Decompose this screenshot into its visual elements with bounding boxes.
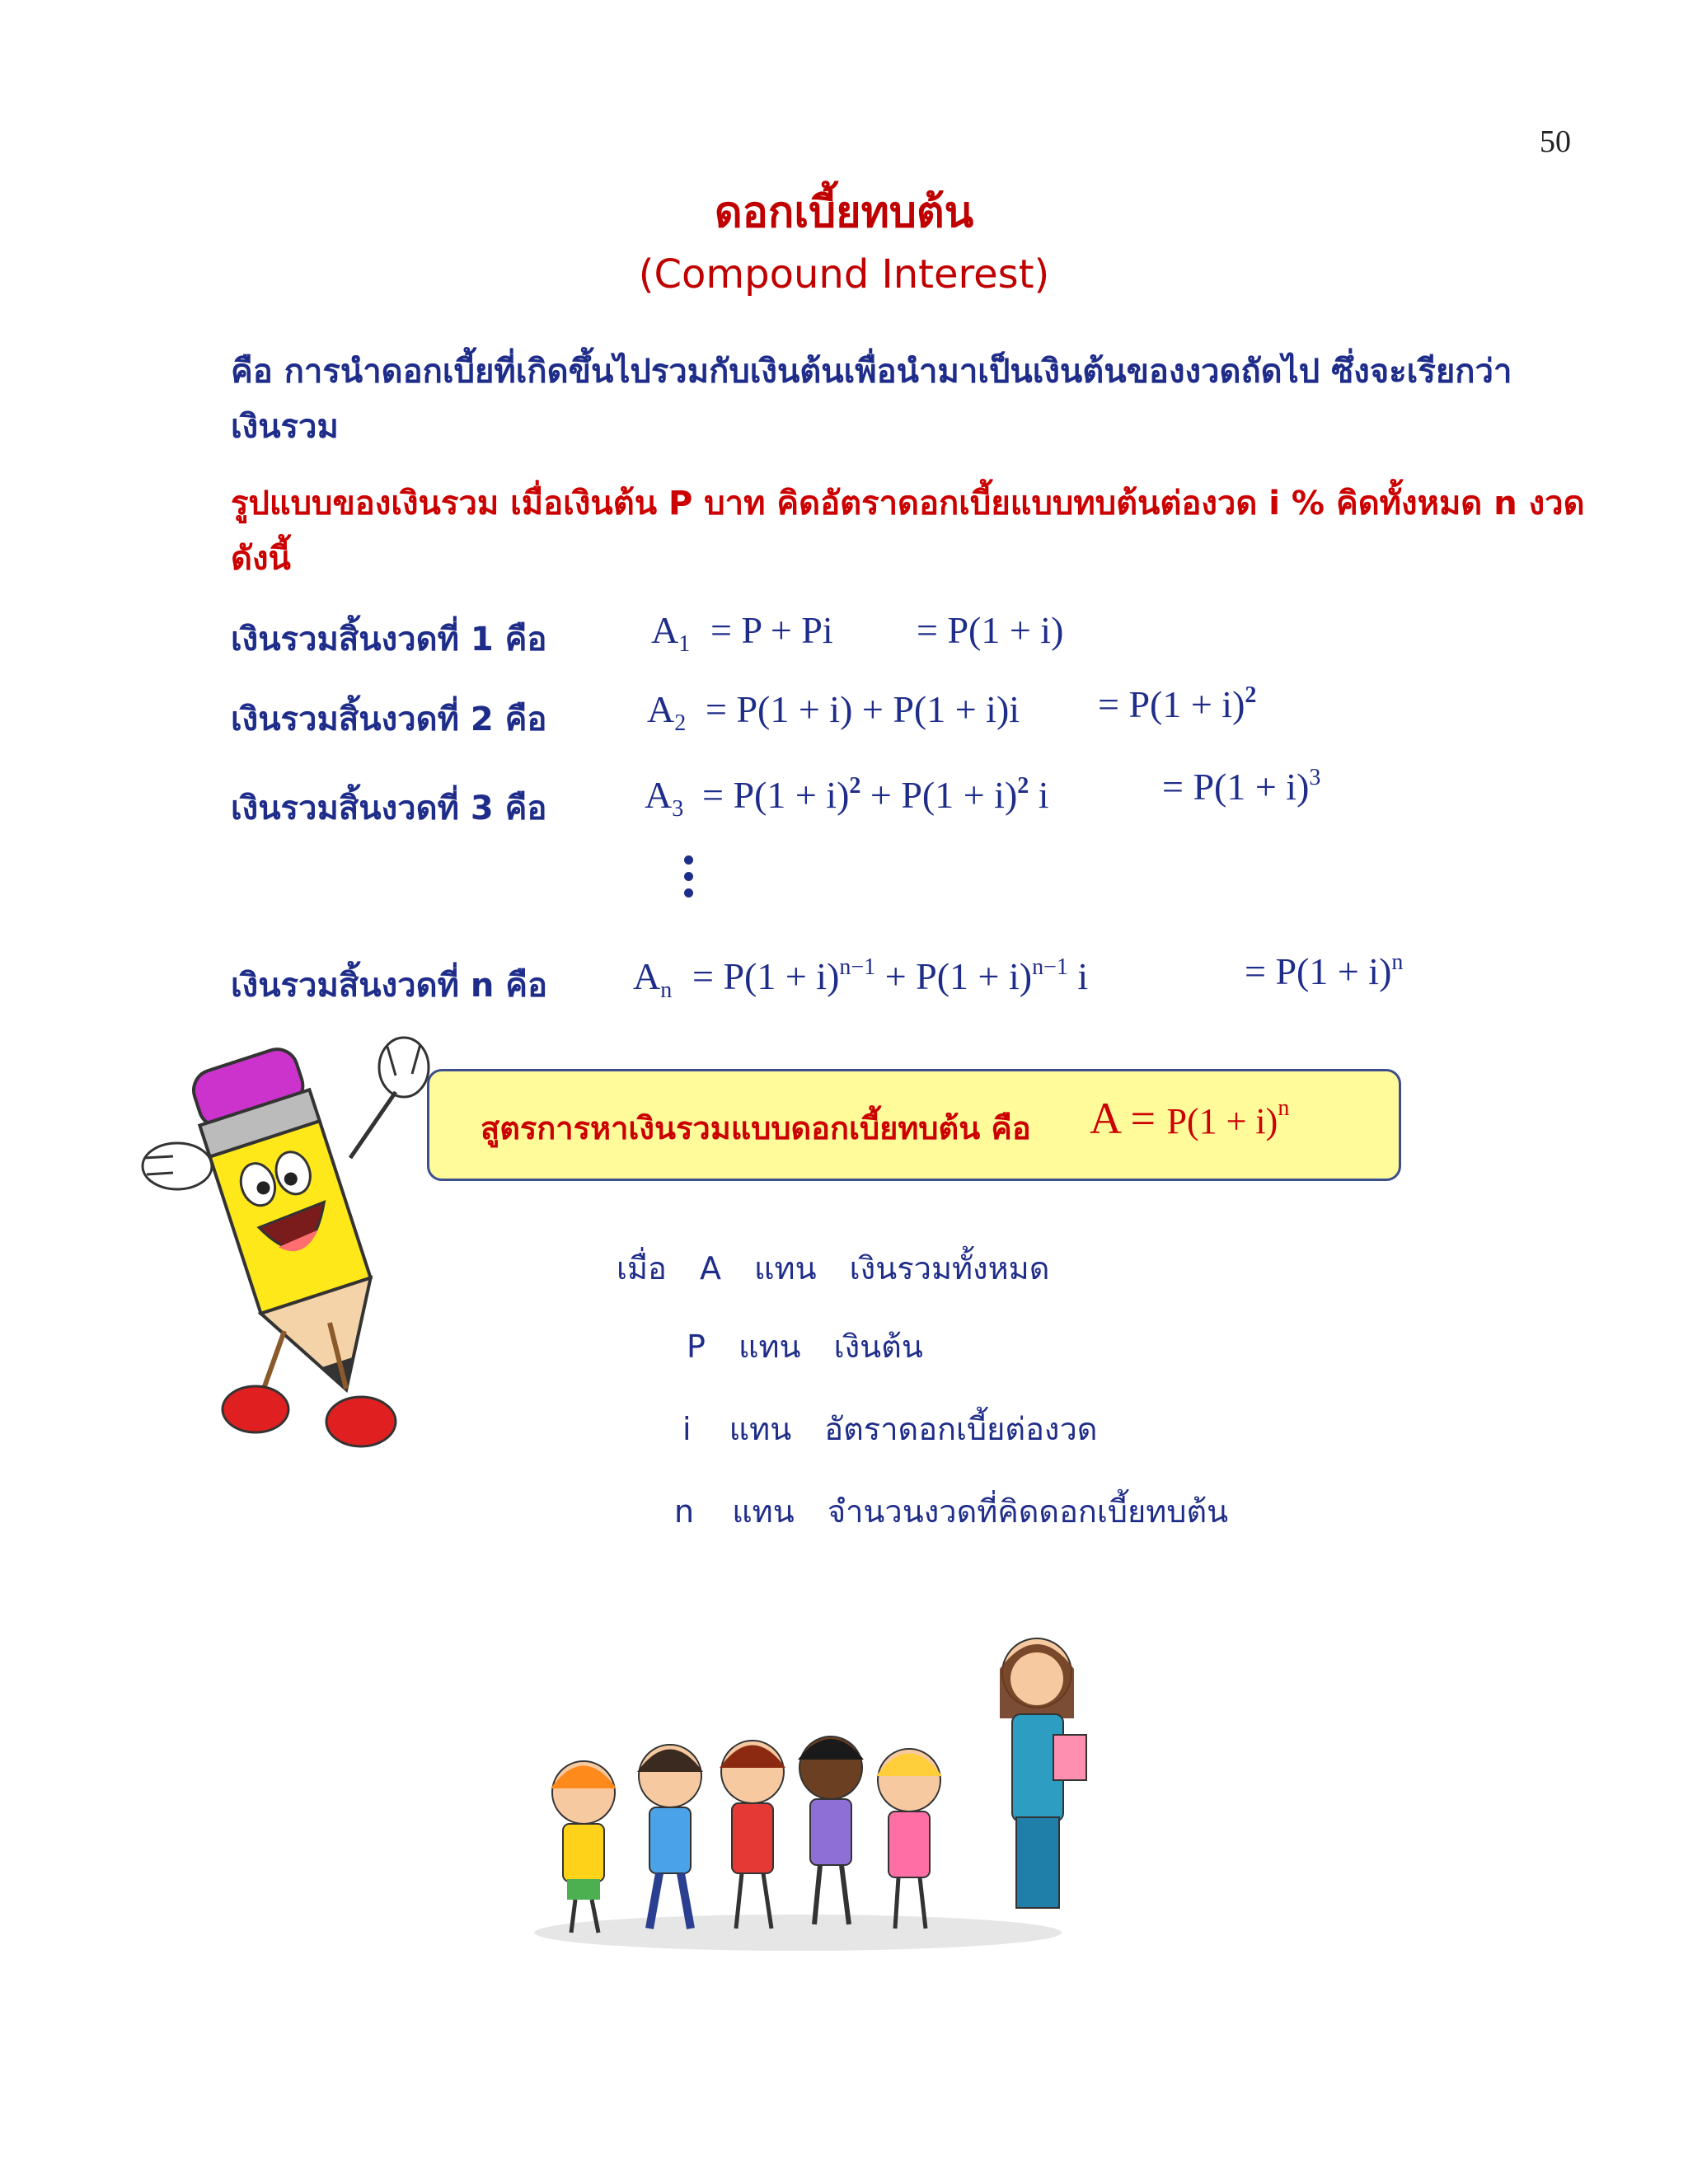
row-n-expansion: = $P(1 + i)^{n-1} + P(1 + i)^{n-1}$ i <box>692 954 1089 997</box>
legend-desc: เงินรวมทั้งหมด <box>849 1250 1050 1286</box>
legend-means: แทน <box>732 1493 795 1530</box>
child-figure-1 <box>551 1761 617 1933</box>
legend-row-p <box>687 1321 923 1371</box>
row-2-lhs: $A_2$ <box>647 688 687 736</box>
legend-when: เมื่อ <box>617 1250 667 1286</box>
row-n-result: = $P(1 + i)^n$ <box>1245 949 1404 992</box>
vertical-ellipsis-icon <box>684 855 701 905</box>
row-1-lhs: $A_1$ <box>651 609 691 657</box>
children-teacher-illustration <box>526 1628 1103 1957</box>
formula-label: สูตรการหาเงินรวมแบบดอกเบี้ยทบต้น คือ <box>481 1110 1031 1146</box>
page-title: ดอกเบี้ยทบต้น <box>714 188 974 237</box>
row-1-label: เงินรวมสิ้นงวดที่ 1 คือ <box>231 621 547 658</box>
legend-symbol: n <box>674 1493 695 1530</box>
row-n-lhs: $A_n$ <box>633 955 673 1003</box>
legend-means: แทน <box>754 1250 817 1286</box>
page-number: 50 <box>1540 124 1571 159</box>
left-glove-icon <box>143 1143 212 1189</box>
legend-desc: จำนวนงวดที่คิดดอกเบี้ยทบต้น <box>827 1493 1229 1530</box>
form-intro-line-1: รูปแบบของเงินรวม เมื่อเงินต้น P บาท คิดอัตราดอกเบี้ยแบบทบต้นต่องวด i % คิดทั้งหมด n งวด <box>231 485 1585 523</box>
child-figure-4 <box>798 1736 864 1924</box>
legend-symbol: P <box>687 1329 706 1365</box>
legend-row-n <box>674 1486 1228 1536</box>
row-n-label: เงินรวมสิ้นงวดที่ n คือ <box>231 967 548 1005</box>
child-figure-3 <box>720 1741 785 1929</box>
child-figure-5 <box>876 1749 942 1929</box>
definition-line-1: คือ การนำดอกเบี้ยที่เกิดขึ้นไปรวมกับเงินต้นเพื่อนำมาเป็นเงินต้นของงวดถัดไป ซึ่งจะเรียกว่า <box>231 353 1512 391</box>
row-3-expansion: = $P(1 + i)^2 + P(1 + i)^2$ i <box>702 773 1049 816</box>
page-subtitle: (Compound Interest) <box>638 251 1050 298</box>
compound-interest-formula: $A = P(1 + i)^n$ <box>1090 1094 1290 1143</box>
legend-means: แทน <box>729 1411 792 1447</box>
row-2-expansion: = P(1 + i) + P(1 + i)i <box>706 688 1020 730</box>
teacher-figure <box>1000 1638 1086 1908</box>
legend-desc: อัตราดอกเบี้ยต่องวด <box>824 1411 1098 1447</box>
definition-line-2: เงินรวม <box>231 408 339 446</box>
row-3-label: เงินรวมสิ้นงวดที่ 3 คือ <box>231 790 547 827</box>
legend-means: แทน <box>738 1329 801 1365</box>
form-intro-line-2: ดังนี้ <box>231 540 291 578</box>
legend-row-i <box>682 1404 1097 1454</box>
child-figure-2 <box>637 1745 703 1929</box>
legend-symbol: i <box>682 1411 692 1447</box>
row-1-result: = P(1 + i) <box>917 609 1064 651</box>
right-glove-icon <box>379 1038 429 1097</box>
row-2-result: = $P(1 + i)^2$ <box>1098 682 1257 725</box>
pencil-mascot-illustration <box>140 1034 453 1463</box>
legend-symbol: A <box>699 1250 721 1286</box>
row-3-result: = $P(1 + i)^3$ <box>1162 765 1321 808</box>
row-3-lhs: $A_3$ <box>645 774 684 822</box>
row-1-expansion: = P + Pi <box>710 609 833 651</box>
legend-desc: เงินต้น <box>833 1329 923 1365</box>
legend-row-a <box>617 1243 1049 1293</box>
row-2-label: เงินรวมสิ้นงวดที่ 2 คือ <box>231 701 547 738</box>
